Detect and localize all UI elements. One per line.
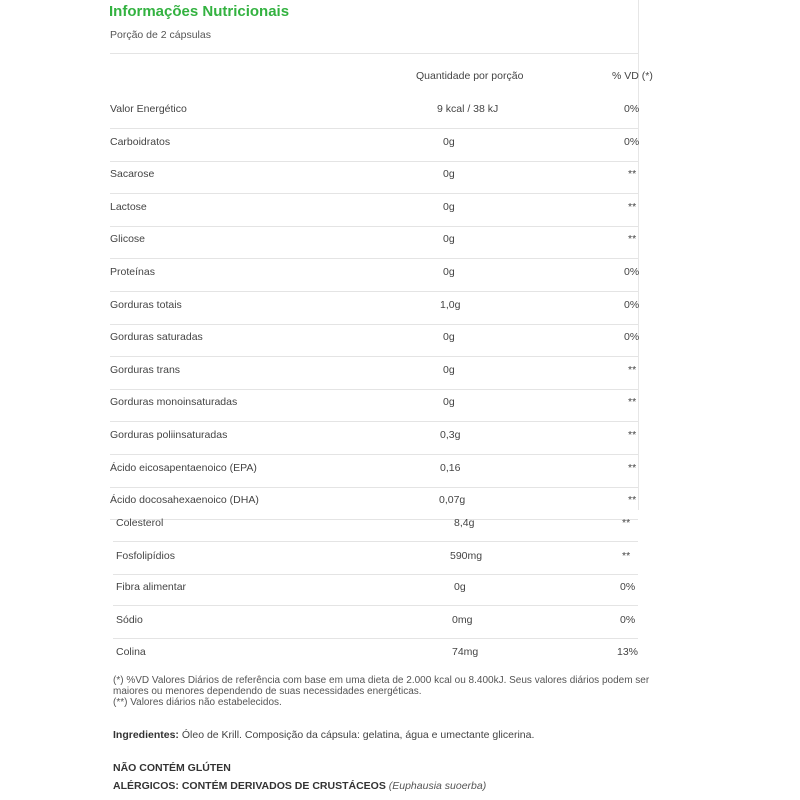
header-divider	[110, 53, 638, 54]
nutrient-daily-value: 0%	[620, 581, 636, 593]
page-title: Informações Nutricionais	[109, 3, 290, 20]
nutrient-name: Sódio	[116, 614, 143, 626]
nutrient-daily-value: 0%	[624, 298, 640, 311]
row-divider	[110, 161, 638, 162]
nutrient-quantity: 0g	[443, 266, 455, 278]
nutrient-quantity: 590mg	[450, 550, 483, 562]
row-divider	[110, 226, 638, 227]
nutrient-name: Fibra alimentar	[116, 581, 187, 593]
row-divider	[110, 356, 638, 357]
footnote-daily-values: (*) %VD Valores Diários de referência com base em uma dieta de 2.000 kcal ou 8.400kJ. Seus valores diários podem ser	[113, 675, 650, 686]
column-header-quantity: Quantidade por porção	[416, 70, 524, 82]
ingredients-text: Óleo de Krill. Composição da cápsula: gelatina, água e umectante glicerina.	[178, 729, 535, 741]
nutrient-daily-value: **	[628, 233, 637, 246]
nutrient-quantity: 8,4g	[454, 517, 475, 529]
nutrient-quantity: 74mg	[452, 646, 479, 658]
footnote-daily-values-cont: maiores ou menores dependendo de suas necessidades energéticas.	[113, 686, 422, 697]
nutrient-daily-value: 0%	[624, 331, 640, 344]
row-divider	[110, 519, 638, 520]
nutrient-quantity: 0g	[443, 200, 455, 213]
row-divider	[110, 128, 638, 129]
nutrient-daily-value: **	[628, 200, 637, 213]
nutrient-name: Gorduras trans	[110, 363, 181, 376]
nutrient-quantity: 0g	[443, 233, 455, 246]
nutrient-name: Ácido docosahexaenoico (DHA)	[110, 494, 259, 507]
footnote-not-established: (**) Valores diários não estabelecidos.	[113, 697, 282, 708]
allergens-notice	[113, 780, 486, 792]
nutrient-name: Gorduras totais	[110, 298, 182, 311]
row-divider	[110, 258, 638, 259]
nutrient-name: Gorduras monoinsaturadas	[110, 396, 238, 409]
nutrient-quantity: 0g	[454, 581, 466, 593]
row-divider	[113, 605, 638, 606]
serving-size: Porção de 2 cápsulas	[110, 29, 211, 41]
nutrient-daily-value: 0%	[620, 614, 636, 626]
nutrient-daily-value: **	[628, 396, 637, 409]
nutrient-name: Lactose	[110, 200, 147, 213]
nutrient-quantity: 0,07g	[439, 494, 466, 507]
nutrient-quantity: 0g	[443, 363, 455, 376]
nutrient-daily-value: **	[628, 168, 637, 181]
row-divider	[113, 638, 638, 639]
nutrient-quantity: 0,16	[440, 461, 461, 474]
footnotes	[113, 675, 668, 708]
nutrient-daily-value: 0%	[624, 135, 640, 148]
nutrient-name: Ácido eicosapentaenoico (EPA)	[110, 461, 257, 474]
nutrient-daily-value: **	[628, 429, 637, 441]
ingredients	[113, 729, 534, 741]
allergens-species: (Euphausia suoerba)	[388, 780, 487, 792]
nutrient-daily-value: **	[622, 550, 631, 562]
row-divider	[113, 541, 638, 542]
nutrient-name: Colesterol	[116, 517, 164, 529]
nutrient-name: Proteínas	[110, 266, 155, 278]
row-divider	[110, 193, 638, 194]
nutrient-daily-value: **	[628, 494, 637, 507]
nutrient-name: Gorduras poliinsaturadas	[110, 429, 228, 441]
nutrient-daily-value: **	[628, 461, 637, 474]
nutrient-daily-value: **	[628, 363, 637, 376]
nutrient-quantity: 0mg	[452, 614, 473, 626]
nutrient-daily-value: 0%	[624, 266, 640, 278]
nutrient-quantity: 9 kcal / 38 kJ	[437, 103, 499, 115]
gluten-notice: NÃO CONTÉM GLÚTEN	[113, 762, 231, 774]
nutrient-quantity: 0g	[443, 135, 455, 148]
row-divider	[110, 324, 638, 325]
nutrient-quantity: 0g	[443, 331, 455, 344]
nutrient-quantity: 0g	[443, 396, 455, 409]
row-divider	[110, 291, 638, 292]
nutrient-quantity: 0,3g	[440, 429, 461, 441]
nutrient-daily-value: 13%	[617, 646, 639, 658]
nutrient-name: Valor Energético	[110, 103, 187, 115]
nutrient-quantity: 1,0g	[440, 298, 461, 311]
nutrient-name: Glicose	[110, 233, 146, 246]
column-header-daily-value: % VD (*)	[612, 70, 653, 82]
nutrient-daily-value: 0%	[624, 103, 640, 115]
nutrient-quantity: 0g	[443, 168, 455, 181]
row-divider	[110, 389, 638, 390]
ingredients-label: Ingredientes:	[113, 729, 179, 741]
nutrient-daily-value: **	[622, 517, 631, 529]
nutrient-name: Gorduras saturadas	[110, 331, 203, 344]
allergens-label: ALÉRGICOS: CONTÉM DERIVADOS DE CRUSTÁCEOS	[113, 780, 386, 792]
row-divider	[110, 421, 638, 422]
row-divider	[110, 454, 638, 455]
nutrient-name: Carboidratos	[110, 135, 171, 148]
row-divider	[113, 574, 638, 575]
nutrient-name: Colina	[116, 646, 146, 658]
nutrient-name: Sacarose	[110, 168, 155, 181]
nutrient-name: Fosfolipídios	[116, 550, 175, 562]
row-divider	[110, 487, 638, 488]
